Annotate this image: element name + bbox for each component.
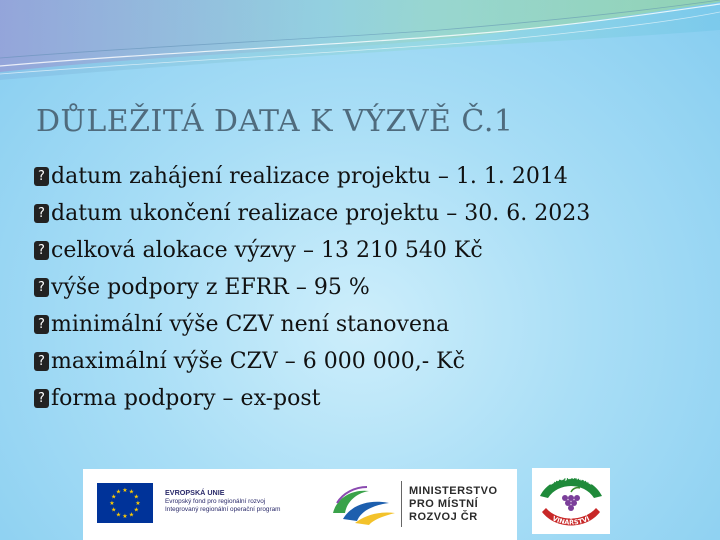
bullet-text: datum ukončení realizace projektu – 30. 6. 2023 — [51, 201, 591, 226]
list-item — [34, 158, 704, 195]
svg-text:VINAŘSTVÍ — [551, 513, 591, 526]
svg-text:★: ★ — [115, 511, 122, 519]
svg-text:★: ★ — [115, 488, 122, 496]
missing-glyph-icon: ? — [34, 315, 49, 334]
znojemske-vinarstvi-logo — [532, 468, 610, 534]
bullet-text: celková alokace výzvy – 13 210 540 Kč — [51, 238, 483, 263]
svg-text:★: ★ — [128, 488, 135, 496]
list-item — [34, 306, 704, 343]
decorative-waves — [0, 0, 720, 90]
svg-text:★: ★ — [109, 500, 115, 507]
bullet-text: forma podpory – ex-post — [51, 386, 321, 411]
svg-text:★: ★ — [111, 493, 117, 501]
list-item — [34, 380, 704, 417]
bullet-list — [34, 158, 704, 417]
missing-glyph-icon: ? — [34, 167, 49, 186]
eu-flag-icon — [97, 483, 153, 523]
missing-glyph-icon: ? — [34, 352, 49, 371]
funding-logo-strip — [83, 469, 517, 540]
list-item — [34, 269, 704, 306]
eu-logo-line: Evropský fond pro regionální rozvoj — [165, 497, 266, 505]
svg-text:★: ★ — [135, 500, 141, 507]
svg-text:★: ★ — [122, 487, 128, 494]
bullet-text: minimální výše CZV není stanovena — [51, 312, 450, 337]
logo-bottom-text: VINAŘSTVÍ — [551, 514, 591, 527]
svg-text:★: ★ — [133, 493, 139, 501]
list-item — [34, 343, 704, 380]
eu-logo-line: EVROPSKÁ UNIE — [165, 488, 225, 497]
list-item — [34, 232, 704, 269]
missing-glyph-icon: ? — [34, 241, 49, 260]
vineyard-logo-icon — [532, 468, 610, 534]
svg-text:★: ★ — [111, 506, 117, 514]
mmr-logo-line: MINISTERSTVO — [409, 485, 498, 497]
bullet-text: výše podpory z EFRR – 95 % — [51, 275, 370, 300]
mmr-logo-line: ROZVOJ ČR — [409, 511, 478, 523]
bullet-text: datum zahájení realizace projektu – 1. 1. 2014 — [51, 164, 568, 189]
mmr-logo-text — [409, 485, 498, 524]
mmr-logo-icon — [329, 483, 399, 527]
mmr-logo-line: PRO MÍSTNÍ — [409, 498, 479, 510]
missing-glyph-icon: ? — [34, 278, 49, 297]
missing-glyph-icon: ? — [34, 389, 49, 408]
list-item — [34, 195, 704, 232]
logo-top-text: ZNOJEMSKÉ — [547, 472, 595, 487]
svg-text:★: ★ — [128, 511, 135, 519]
svg-text:★: ★ — [133, 506, 139, 514]
missing-glyph-icon: ? — [34, 204, 49, 223]
slide-title: DŮLEŽITÁ DATA K VÝZVĚ Č.1 — [36, 104, 514, 139]
eu-logo-line: Integrovaný regionální operační program — [165, 506, 281, 513]
eu-logo-text — [165, 489, 280, 515]
logo-divider — [401, 481, 402, 527]
bullet-text: maximální výše CZV – 6 000 000,- Kč — [51, 349, 465, 374]
svg-text:★: ★ — [122, 513, 128, 520]
